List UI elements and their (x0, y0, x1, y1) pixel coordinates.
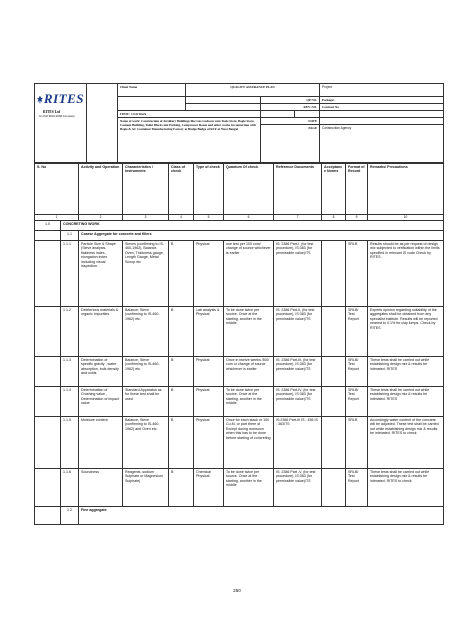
row-reference: IS: 2386 Part-III, (for test procedure), IS:383 (for permissible value)/TS (274, 357, 322, 387)
col-num: 2 (79, 215, 123, 221)
row-type: Physical (194, 417, 224, 469)
row-type: Physical (194, 241, 224, 307)
col-head-activity: Activity and Operation (79, 164, 123, 215)
section-title: CONCRETING WORK (61, 221, 444, 231)
row-acceptance (322, 417, 346, 469)
page-number: 250 (233, 588, 241, 593)
project-label: Project (320, 84, 444, 97)
work-name: Name of work: Construction of Auxiliary Buildings like Gas Godown cum Tools Store, Bogie Store, Canteen Building, Toilet Block cum Parking, Compressor Room and other works in connection with Bogie & AC Container Manufacturing Factory at Budge Budge of RCF at West Bengal (118, 118, 261, 163)
row-type: Lab analysis & Physical (194, 307, 224, 357)
col-head-characteristics: Characteristics / Instruments (123, 164, 169, 215)
row-format: SRLB/ Test Report (346, 357, 368, 387)
row-characteristics: Balance, Sieve (confirming to IS-460-1962) etc. (123, 357, 169, 387)
row-activity: Soundness (79, 469, 123, 507)
blank-cell (320, 111, 444, 118)
row-format: SRLB (346, 417, 368, 469)
row-quantum: Once in twelve weeks /500 cum or change of source whichever is earlier (224, 357, 274, 387)
table-row (35, 241, 444, 307)
row-characteristics: Balance, Sieve (confirming to IS-460-1962) etc. (123, 307, 169, 357)
row-acceptance (322, 387, 346, 417)
row-type: Physical (194, 357, 224, 387)
logo-cell (35, 84, 87, 163)
section-no: 1.2 (61, 507, 79, 525)
col-num: 5 (194, 215, 224, 221)
col-num: 4 (169, 215, 194, 221)
agency-label: Construction Agency (320, 125, 444, 163)
iso-note: An ISO 9001:2008 Company (39, 113, 75, 118)
table-row (35, 417, 444, 469)
row-activity: Determination of specific gravity , water absorption, bulk density and voids (79, 357, 123, 387)
row-remarks: These tests shall be carried out while establishing design mix & results be intimated. RITES (368, 357, 444, 387)
blank-cell (35, 231, 61, 241)
row-format: SRLB/ Test Report (346, 307, 368, 357)
col-num: 1 (35, 215, 79, 221)
row-no: 1.1.4 (61, 387, 79, 417)
blank-cell (35, 469, 61, 507)
company-name: RITES Ltd (43, 110, 61, 115)
row-activity: Determination of Crushing value , Determination of impact value (79, 387, 123, 417)
col-head-format: Format of Record (346, 164, 368, 215)
section-title: Coarse Aggregate for concrete and fillers (79, 231, 444, 241)
col-num: 10 (368, 215, 444, 221)
row-no: 1.1.5 (61, 417, 79, 469)
contract-no-label: Contract No (320, 104, 444, 111)
table-row (35, 307, 444, 357)
col-num: 8 (322, 215, 346, 221)
row-acceptance (322, 469, 346, 507)
col-head-type: Type of check (194, 164, 224, 215)
col-head-quantum: Quantum Of check (224, 164, 274, 215)
row-reference: IS: 2386 Part-I, (for test procedure), IS:383 (for permissible value)/TS (274, 241, 322, 307)
qap-body-table (34, 163, 444, 525)
row-type: Physical (194, 387, 224, 417)
blank-cell (35, 307, 61, 357)
row-no: 1.1.6 (61, 469, 79, 507)
row-characteristics: Balance, Sieve (confirming to IS-460-1962) and Oven etc. (123, 417, 169, 469)
col-num: 7 (274, 215, 322, 221)
row-no: 1.1.3 (61, 357, 79, 387)
row-quantum: To be done twice per source. Once at the starting, another in the middle (224, 307, 274, 357)
section-title: Fine aggregate (79, 507, 444, 525)
table-row (35, 387, 444, 417)
row-format: SRLB/ Test Report (346, 469, 368, 507)
qap-title: QUALITY ASSURANCE PLAN (186, 84, 320, 97)
row-characteristics: Sieves (confirming to IS-460-1962), Balance, Oven, Thickness gauge, Length Gauge, Metal Scoop etc (123, 241, 169, 307)
row-remarks: Results should be as per request of design mix subjected to verification within the limits specified in relevant IS code Check by RITES. (368, 241, 444, 307)
col-num: 3 (123, 215, 169, 221)
blank-cell (186, 104, 261, 111)
row-class: B (169, 469, 194, 507)
row-class: B (169, 307, 194, 357)
rites-logo (37, 91, 84, 107)
section-no: 1.0 (35, 221, 61, 231)
row-remarks: Accordingly water content of the concrete will be adjusted. These test shall be carried out while establishing design mix & results be intimated. RITES to check (368, 417, 444, 469)
row-class: B (169, 417, 194, 469)
blank-cell (118, 97, 186, 111)
row-characteristics: Reagents ,sodium Sulphate or Magnesium Sulphate) (123, 469, 169, 507)
col-head-reference: Reference Documents (274, 164, 322, 215)
section-no: 1.1 (61, 231, 79, 241)
row-class: B (169, 387, 194, 417)
blank-cell (35, 507, 61, 525)
row-no: 1.1.1 (61, 241, 79, 307)
row-remarks: These tests shall be carried out while establishing design mix & results be intimated. RITES to check (368, 469, 444, 507)
row-activity: Moisture content (79, 417, 123, 469)
row-class: B (169, 241, 194, 307)
blank-cell (35, 417, 61, 469)
row-reference: IS:2386 Part-III IS : 456 IS : 383/TS (274, 417, 322, 469)
col-num: 9 (346, 215, 368, 221)
qap-header-table (34, 83, 444, 163)
blank-cell (35, 357, 61, 387)
col-head-acceptance: Acceptance Norms (322, 164, 346, 215)
row-reference: IS: 2386 Part -V, (for test procedure), IS:383 (for permissible value)/TS (274, 469, 322, 507)
row-reference: IS: 2386 Part-II, (for test procedure), IS:383 (for permissible value)/TS (274, 307, 322, 357)
blank-cell (261, 111, 295, 118)
row-activity: Particle Size & Shape (Sieve analysis, flakiness index, elongation index including visual inspection. (79, 241, 123, 307)
row-remarks: Experts opinion regarding suitability of the aggregates shall be obtained from any specialist institute. Results will be reported nearest to 0.1% for clay lumps. Check by RITES (368, 307, 444, 357)
blank-cell (35, 387, 61, 417)
qp-no-label: QP NO. (261, 97, 320, 104)
col-head-class: Class of check (169, 164, 194, 215)
table-row (35, 357, 444, 387)
row-quantum: To be done twice per source. Once at the starting, another in the middle (224, 387, 274, 417)
client-label: Client Name (118, 84, 186, 97)
blank-cell (295, 111, 320, 118)
row-type: Chemical Physical (194, 469, 224, 507)
blank-cell (320, 118, 444, 125)
row-acceptance (322, 241, 346, 307)
logo-text: RITES (43, 91, 84, 106)
row-class: B (169, 357, 194, 387)
blank-cell (186, 97, 261, 104)
col-num: 6 (224, 215, 274, 221)
row-remarks: These tests shall be carried out while establishing design mix & results be intimated. RITES (368, 387, 444, 417)
row-quantum: To be done twice per source. Once at the starting, another in the middle (224, 469, 274, 507)
col-head-sno: S. No (35, 164, 79, 215)
row-quantum: Once for each stack or 100 Cu.M. or part there of Except during monsoon when this has to be done before starting of concreting (224, 417, 274, 469)
qap-page (34, 83, 443, 525)
row-quantum: one test per 100 cum/ change of source whichever is earlier (224, 241, 274, 307)
package-label: Package:- (320, 97, 444, 104)
page-label: PAGE (261, 125, 320, 163)
row-format: SRLB (346, 241, 368, 307)
row-activity: Deleterious materials & organic impurities (79, 307, 123, 357)
row-acceptance (322, 357, 346, 387)
table-row (35, 469, 444, 507)
rev-no-label: REV. NO. (261, 104, 320, 111)
col-head-remarks: Remarks/ Precautions (368, 164, 444, 215)
spacer-cell (87, 84, 118, 163)
item-label: ITEM : Civil Work (118, 111, 261, 118)
row-reference: IS: 2386 Part-IV, (for test procedure), IS:383 (for permissible value)/TS (274, 387, 322, 417)
blank-cell (35, 241, 61, 307)
date-label: DATE (261, 118, 320, 125)
row-no: 1.1.2 (61, 307, 79, 357)
row-characteristics: Standard Apparatus as for these test shall be used (123, 387, 169, 417)
row-acceptance (322, 307, 346, 357)
rites-logo-icon (37, 93, 43, 106)
row-format: SRLB/ Test Report (346, 387, 368, 417)
